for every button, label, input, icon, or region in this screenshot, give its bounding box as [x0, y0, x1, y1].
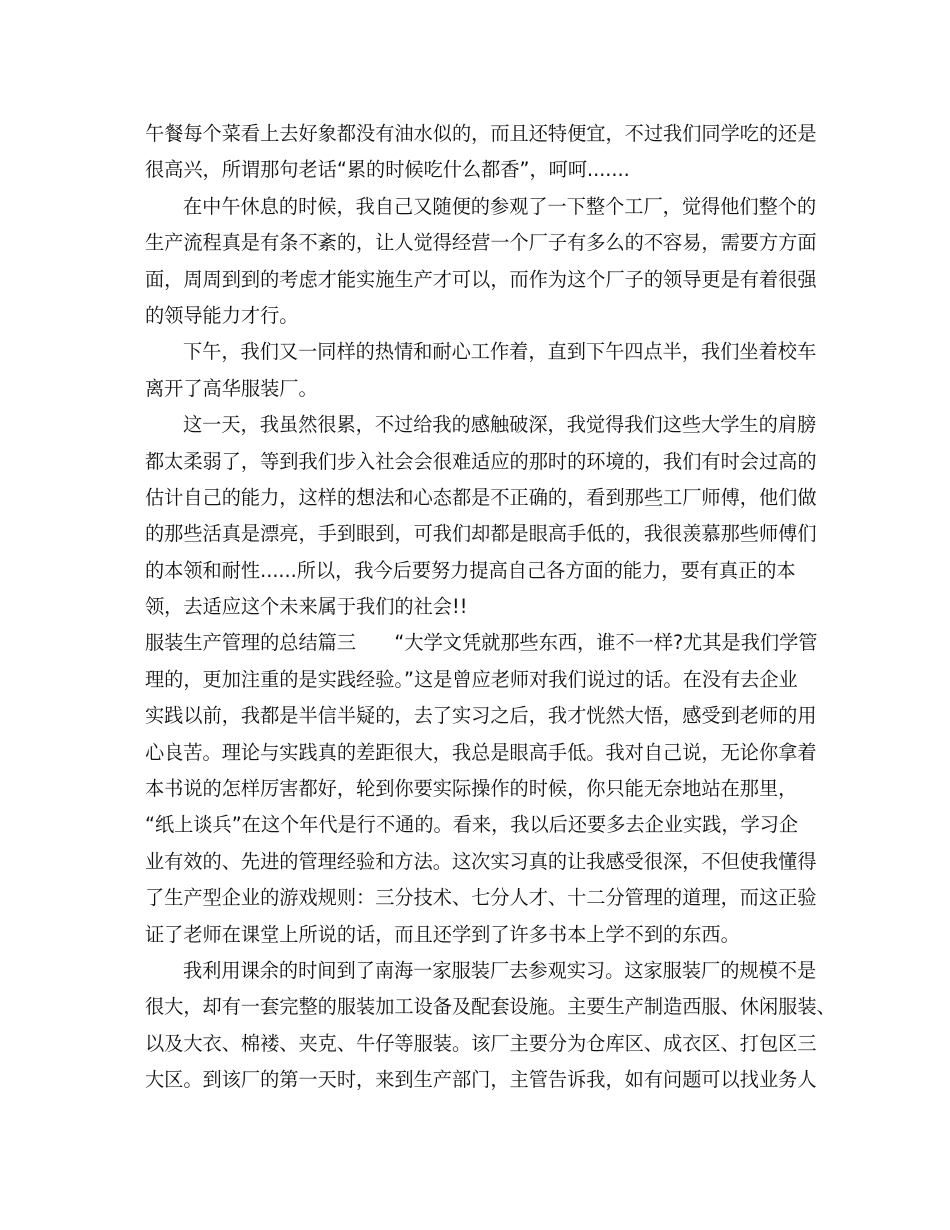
text-line-14: 领，去适应这个未来属于我们的社会!!: [145, 595, 468, 619]
text-line-19: 本书说的怎样厉害都好，轮到你要实际操作的时候，你只能无奈地站在那里，: [145, 777, 798, 801]
text-line-13: 的本领和耐性......所以，我今后要努力提高自己各方面的能力，要有真正的本: [145, 558, 796, 582]
text-line-1: 午餐每个菜看上去好象都没有油水似的，而且还特便宜，不过我们同学吃的还是: [145, 122, 817, 145]
text-line-3: 在中午休息的时候，我自己又随便的参观了一下整个工厂，觉得他们整个的: [183, 194, 817, 218]
text-line-18: 心良苦。理论与实践真的差距很大，我总是眼高手低。我对自己说，无论你拿着: [145, 740, 817, 764]
text-line-20: “纸上谈兵”在这个年代是行不通的。看来，我以后还要多去企业实践，学习企: [145, 813, 799, 837]
text-line-22: 了生产型企业的游戏规则：三分技术、七分人才、十二分管理的道理，而这正验: [145, 886, 817, 910]
text-line-6: 的领导能力才行。: [145, 303, 299, 327]
text-line-8: 离开了高华服装厂。: [145, 376, 318, 400]
text-line-17: 实践以前，我都是半信半疑的，去了实习之后，我才恍然大悟，感受到老师的用: [145, 704, 817, 728]
text-line-23: 证了老师在课堂上所说的话，而且还学到了许多书本上学不到的东西。: [145, 922, 740, 946]
text-line-9: 这一天，我虽然很累，不过给我的感触破深，我觉得我们这些大学生的肩膀: [183, 413, 817, 437]
text-line-21: 业有效的、先进的管理经验和方法。这次实习真的让我感受很深，不但使我懂得: [145, 849, 817, 873]
text-line-10: 都太柔弱了，等到我们步入社会会很难适应的那时的环境的，我们有时会过高的: [145, 449, 817, 473]
text-line-7: 下午，我们又一同样的热情和耐心工作着，直到下午四点半，我们坐着校车: [183, 340, 817, 364]
document-body: [145, 116, 836, 1099]
text-line-15: 服装生产管理的总结篇三 “大学文凭就那些东西，谁不一样?尤其是我们学管: [145, 631, 818, 655]
text-line-16: 理的，更加注重的是实践经验。”这是曾应老师对我们说过的话。在没有去企业: [145, 667, 798, 691]
text-line-4: 生产流程真是有条不紊的，让人觉得经营一个厂子有多么的不容易，需要方方面: [145, 231, 817, 255]
text-line-24: 我利用课余的时间到了南海一家服装厂去参观实习。这家服装厂的规模不是: [183, 958, 817, 982]
text-line-11: 估计自己的能力，这样的想法和心态都是不正确的，看到那些工厂师傅，他们做: [145, 485, 817, 509]
text-line-26: 以及大衣、棉褛、夹克、牛仔等服装。该厂主要分为仓库区、成衣区、打包区三: [145, 1031, 817, 1055]
text-line-12: 的那些活真是漂亮，手到眼到，可我们却都是眼高手低的，我很羡慕那些师傅们: [145, 522, 817, 546]
text-line-2: 很高兴，所谓那句老话“累的时候吃什么都香”，呵呵.......: [145, 158, 630, 182]
text-line-25: 很大，却有一套完整的服装加工设备及配套设施。主要生产制造西服、休闲服装、: [145, 995, 836, 1019]
text-line-5: 面，周周到到的考虑才能实施生产才可以，而作为这个厂子的领导更是有着很强: [145, 267, 817, 291]
text-line-27: 大区。到该厂的第一天时，来到生产部门，主管告诉我，如有问题可以找业务人: [145, 1068, 817, 1092]
